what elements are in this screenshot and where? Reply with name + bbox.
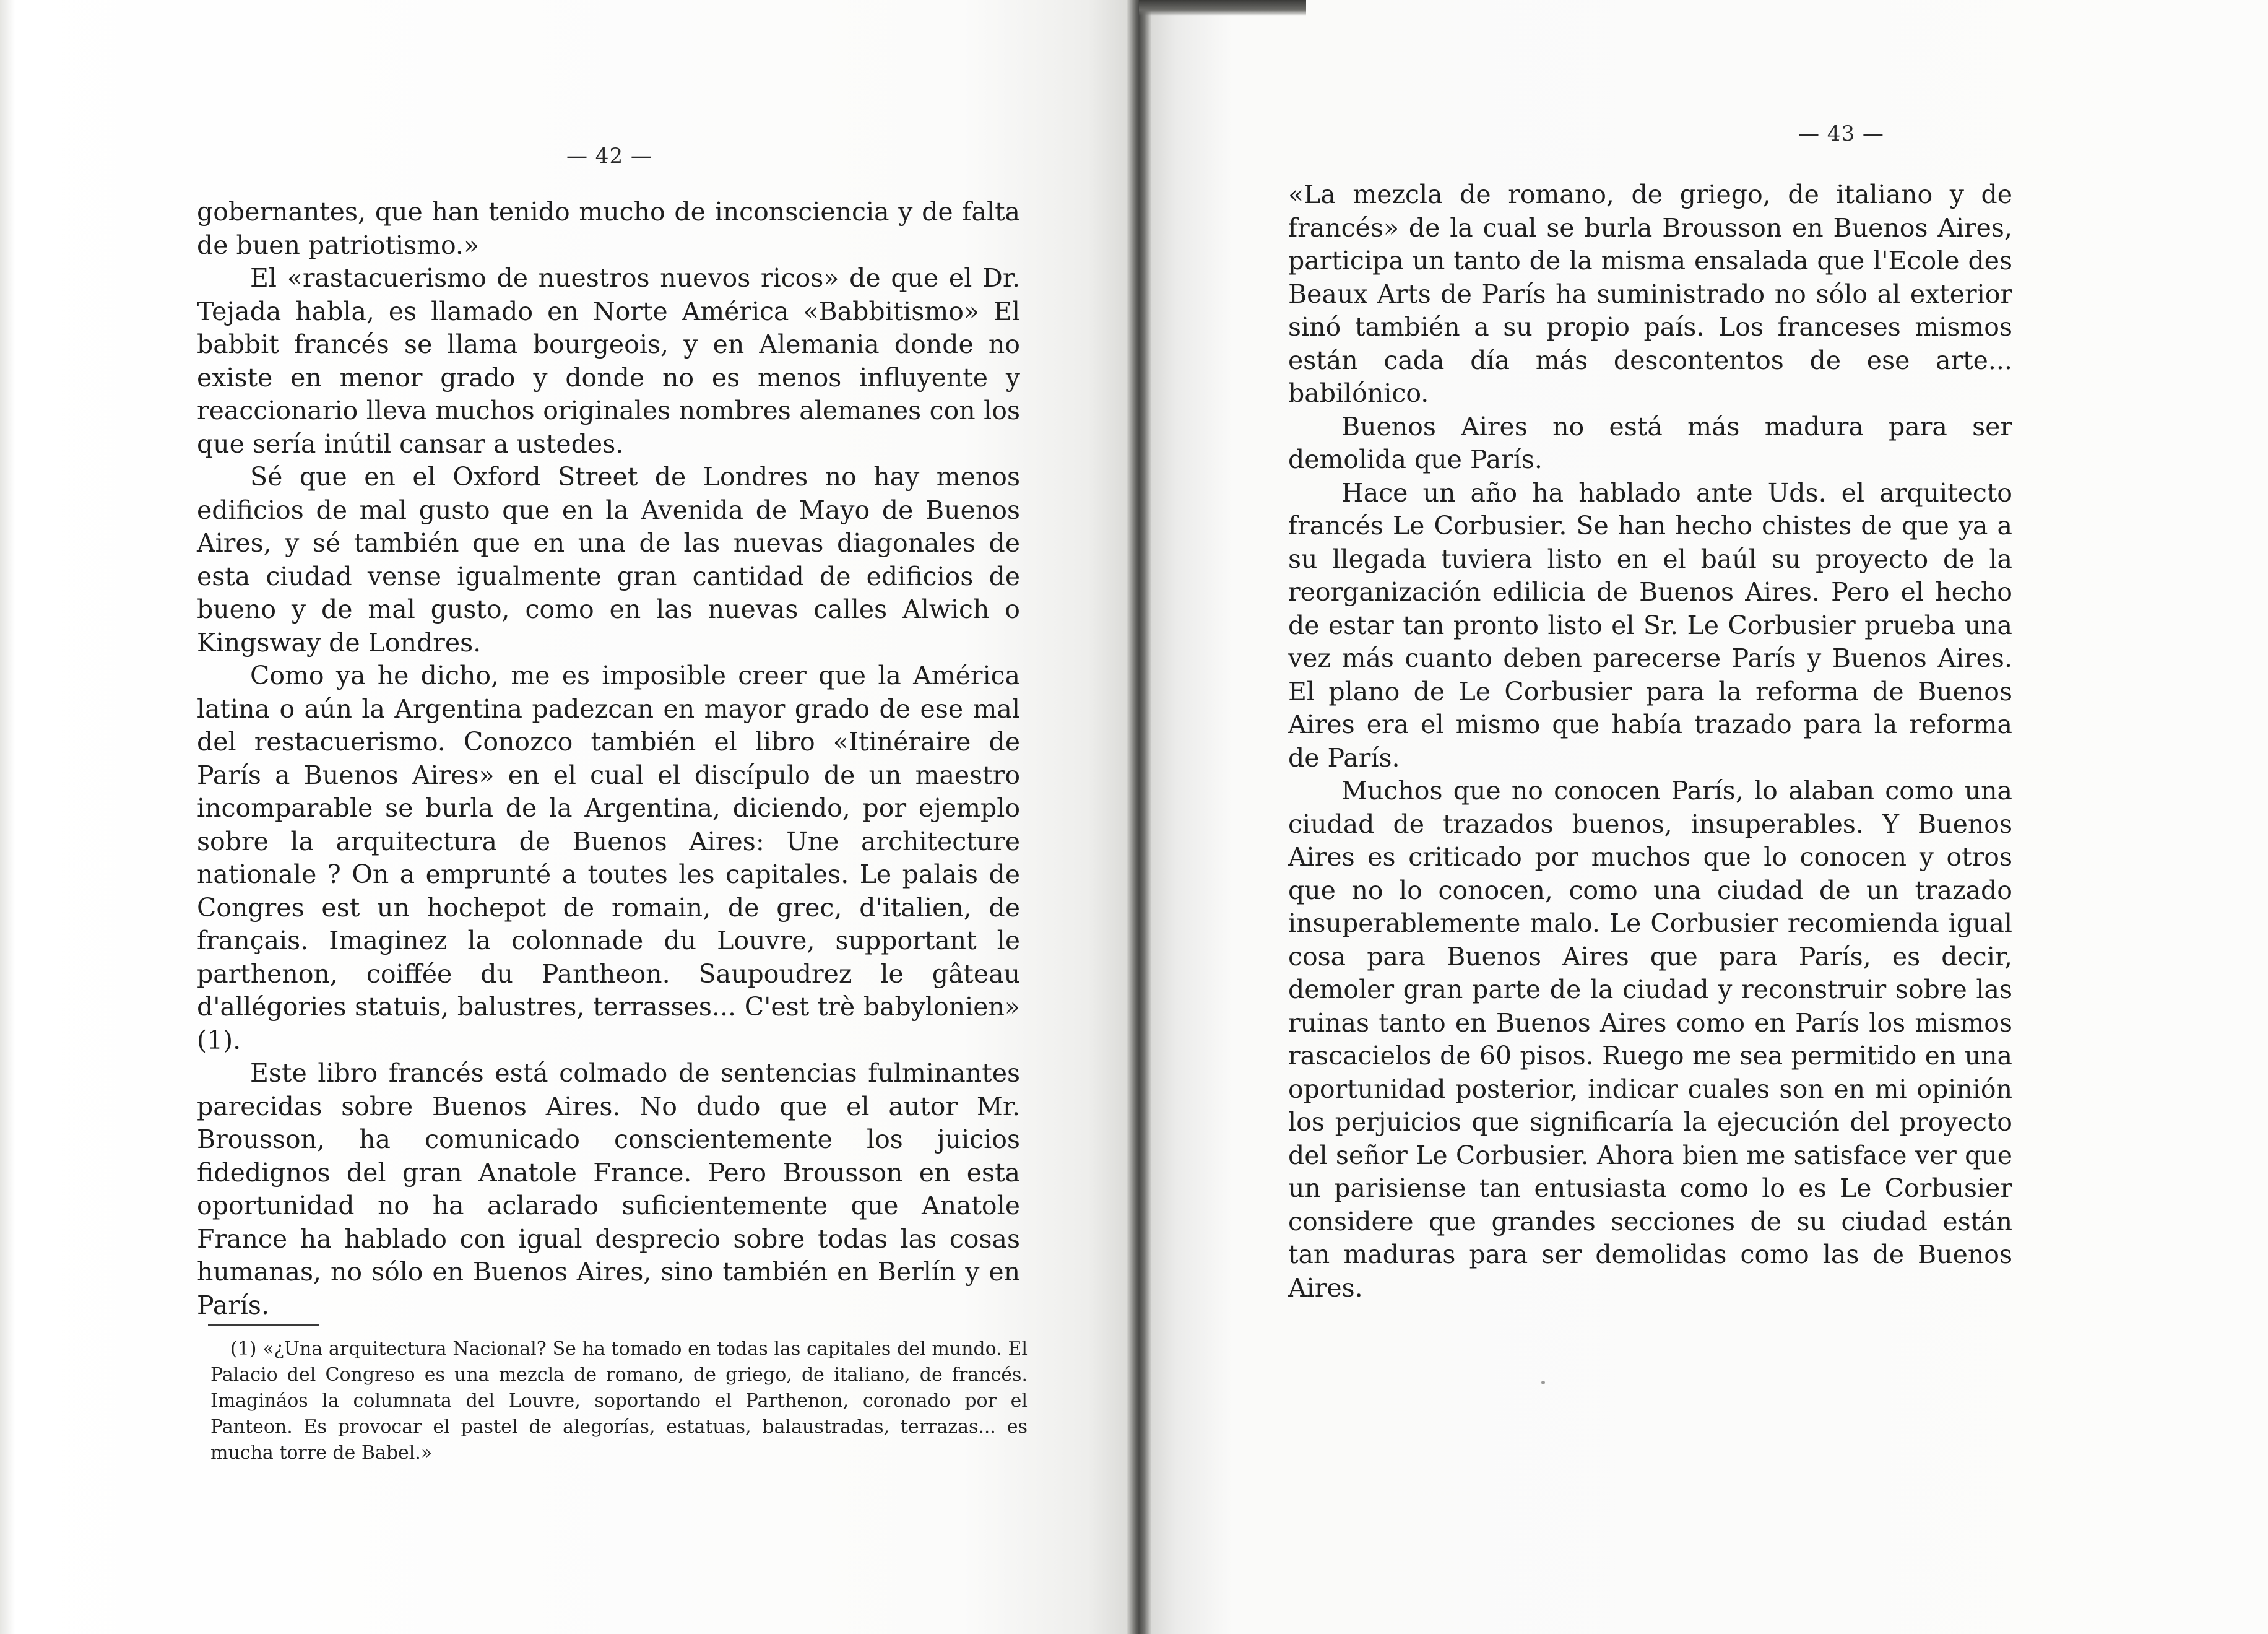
page-number-42: — 42 — — [566, 144, 652, 168]
paragraph: Muchos que no conocen París, lo alaban como una ciudad de trazados buenos, insuperables. Y Buenos Aires es criticado por muchos que lo conocen y otros que no lo conocen, como una ciudad de un trazado insuperablemente malo. Le Corbusier recomienda igual cosa para Buenos Aires que para París, es decir, demoler gran parte de la ciudad y reconstruir sobre las ruinas tanto en Buenos Aires como en París los mismos rascacielos de 60 pisos. Ruego me sea permitido en una oportunidad posterior, indicar cuales son en mi opinión los perjuicios que significaría la ejecución del proyecto del señor Le Corbusier. Ahora bien me satisface ver que un parisiense tan entusiasta como lo es Le Corbusier considere que grandes secciones de su ciudad están tan maduras para ser demolidas como las de Buenos Aires. — [1288, 776, 2012, 1303]
scan-edge-shadow — [1139, 0, 1306, 16]
paper-speck — [1541, 1381, 1545, 1384]
paragraph: gobernantes, que han tenido mucho de inconsciencia y de falta de buen patriotismo.» — [197, 197, 1020, 260]
paragraph: «La mezcla de romano, de griego, de italiano y de francés» de la cual se burla Brousson en Buenos Aires, participa un tanto de la misma ensalada que l'Ecole des Beaux Arts de París ha suministrado no sólo al exterior sinó también a su propio país. Los franceses mismos están cada día más descontentos de ese arte... babilónico. — [1288, 180, 2012, 408]
page-edge-shadow — [0, 0, 15, 1634]
paragraph: Sé que en el Oxford Street de Londres no hay menos edificios de mal gusto que en la Avenida de Mayo de Buenos Aires, y sé también que en una de las nuevas diagonales de esta ciudad vense igualmente gran cantidad de edificios de bueno y de mal gusto, como en las nuevas calles Alwich o Kingsway de Londres. — [197, 462, 1020, 658]
footnote-rule — [208, 1324, 319, 1326]
left-page-body — [197, 196, 1020, 1322]
right-page — [1142, 0, 2268, 1634]
paragraph: El «rastacuerismo de nuestros nuevos ricos» de que el Dr. Tejada habla, es llamado en Norte América «Babbitismo» El babbit francés se llama bourgeois, y en Alemania donde no existe en menor grado y donde no es menos influyente y reaccionario lleva muchos originales nombres alemanes con los que sería inútil cansar a ustedes. — [197, 263, 1020, 459]
right-page-body — [1288, 178, 2012, 1305]
book-gutter — [1127, 0, 1151, 1634]
paragraph: Como ya he dicho, me es imposible creer que la América latina o aún la Argentina padezcan en mayor grado de ese mal del restacuerismo. Conozco también el libro «Itinéraire de París a Buenos Aires» en el cual el discípulo de un maestro incomparable se burla de la Argentina, diciendo, por ejemplo sobre la arquitectura de Buenos Aires: Une architecture nationale ? On a emprunté a toutes les capitales. Le palais de Congres est un hochepot de romain, de grec, d'italien, de français. Imaginez la colonnade du Louvre, supportant le parthenon, coiffée du Pantheon. Saupoudrez le gâteau d'allégories statuis, balustres, terrasses... C'est trè babylonien» (1). — [197, 661, 1020, 1055]
footnote — [210, 1336, 1028, 1466]
left-page — [0, 0, 1133, 1634]
footnote-text: (1) «¿Una arquitectura Nacional? Se ha tomado en todas las capitales del mundo. El Palacio del Congreso es una mezcla de romano, de griego, de italiano, de francés. Imagináos la columnata del Louvre, soportando el Parthenon, coronado por el Panteon. Es provocar el pastel de alegorías, estatuas, balaustradas, terrazas... es mucha torre de Babel.» — [210, 1338, 1028, 1464]
paragraph: Hace un año ha hablado ante Uds. el arquitecto francés Le Corbusier. Se han hecho chistes de que ya a su llegada tuviera listo en el baúl su proyecto de la reorganización edilicia de Buenos Aires. Pero el hecho de estar tan pronto listo el Sr. Le Corbusier prueba una vez más cuanto deben parecerse París y Buenos Aires. El plano de Le Corbusier para la reforma de Buenos Aires era el mismo que había trazado para la reforma de París. — [1288, 477, 2012, 773]
paragraph: Este libro francés está colmado de sentencias fulminantes parecidas sobre Buenos Aires. No dudo que el autor Mr. Brousson, ha comunicado conscientemente los juicios fidedignos del gran Anatole France. Pero Brousson en esta oportunidad no ha aclarado suficientemente que Anatole France ha hablado con igual desprecio sobre todas las cosas humanas, no sólo en Buenos Aires, sino también en Berlín y en París. — [197, 1058, 1020, 1320]
page-number-43: — 43 — — [1798, 121, 1884, 146]
paragraph: Buenos Aires no está más madura para ser demolida que París. — [1288, 411, 2012, 474]
